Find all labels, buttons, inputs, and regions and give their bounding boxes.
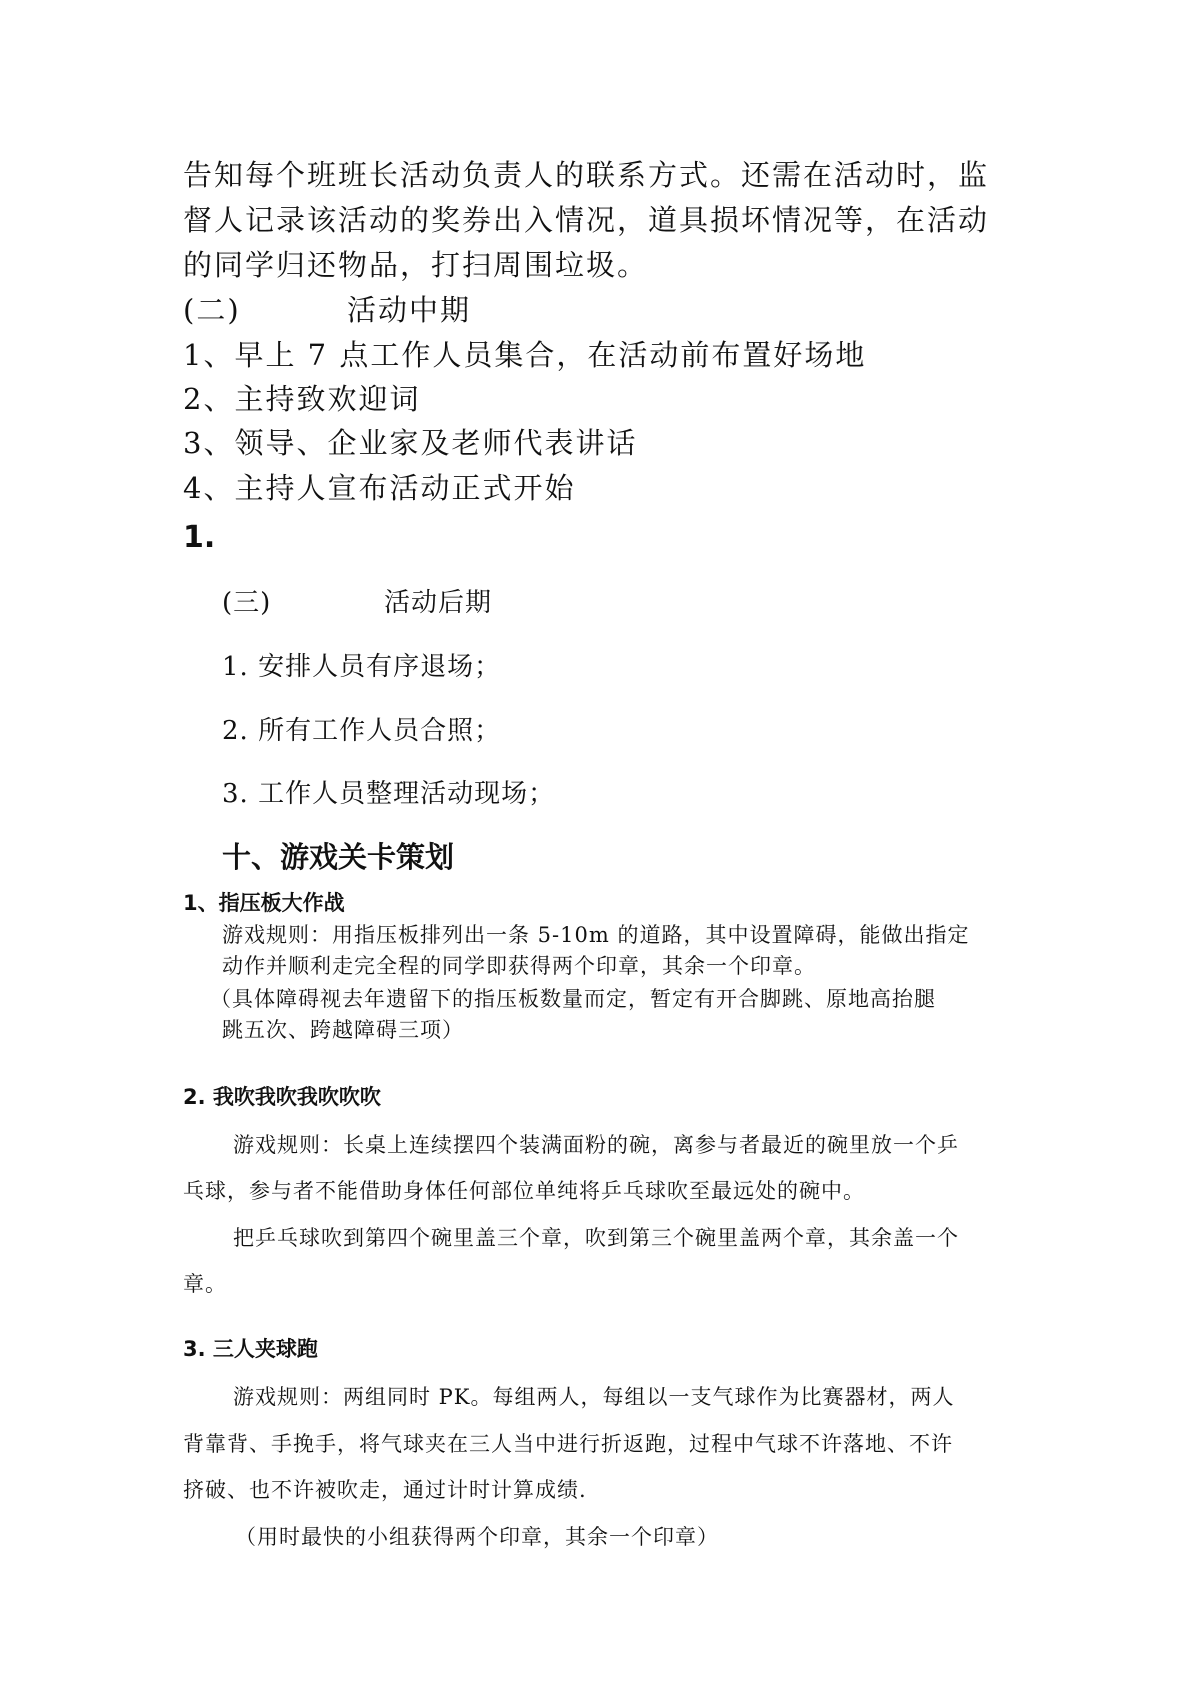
game3-title: 3. 三人夹球跑	[183, 1337, 318, 1361]
phase-post-title: 活动后期	[384, 588, 493, 618]
intro-line-3: 的同学归还物品，打扫周围垃圾。	[183, 248, 649, 282]
intro-line-2: 督人记录该活动的奖券出入情况，道具损坏情况等，在活动	[183, 203, 990, 237]
phase-post-heading	[222, 582, 492, 619]
phase-post-item-2: 2. 所有工作人员合照；	[222, 716, 502, 746]
game1-line-4: 跳五次、跨越障碍三项）	[222, 1018, 464, 1042]
game1-title: 1、指压板大作战	[183, 891, 345, 915]
game2-line-3: 把乒乓球吹到第四个碗里盖三个章，吹到第三个碗里盖两个章，其余盖一个	[233, 1226, 959, 1250]
game3-line-2: 背靠背、手挽手，将气球夹在三人当中进行折返跑，过程中气球不许落地、不许	[183, 1432, 953, 1456]
section-ten-title: 十、游戏关卡策划	[222, 840, 455, 874]
phase-mid-title: 活动中期	[347, 293, 472, 327]
phase-mid-item-4: 4、主持人宣布活动正式开始	[183, 471, 576, 505]
game2-line-4: 章。	[183, 1272, 227, 1296]
game1-line-2: 动作并顺利走完全程的同学即获得两个印章，其余一个印章。	[222, 954, 816, 978]
game2-line-1: 游戏规则：长桌上连续摆四个装满面粉的碗，离参与者最近的碗里放一个乒	[233, 1133, 959, 1157]
phase-mid-heading	[183, 288, 471, 329]
phase-post-item-1: 1. 安排人员有序退场；	[222, 652, 502, 682]
game3-line-1: 游戏规则：两组同时 PK。每组两人，每组以一支气球作为比赛器材，两人	[233, 1385, 955, 1409]
intro-line-1: 告知每个班班长活动负责人的联系方式。还需在活动时，监	[183, 158, 990, 192]
phase-post-item-3: 3. 工作人员整理活动现场；	[222, 779, 556, 809]
game3-line-4: （用时最快的小组获得两个印章，其余一个印章）	[235, 1525, 719, 1549]
phase-mid-item-1: 1、早上 7 点工作人员集合，在活动前布置好场地	[183, 338, 867, 372]
game2-line-2: 乓球，参与者不能借助身体任何部位单纯将乒乓球吹至最远处的碗中。	[183, 1179, 865, 1203]
game3-line-3: 挤破、也不许被吹走，通过计时计算成绩.	[183, 1478, 587, 1502]
phase-mid-item-2: 2、主持致欢迎词	[183, 382, 421, 416]
phase-mid-item-3: 3、领导、企业家及老师代表讲话	[183, 426, 638, 460]
phase-mid-marker: (二)	[183, 293, 241, 327]
phase-post-marker: (三)	[222, 588, 272, 618]
game1-line-3: （具体障碍视去年遗留下的指压板数量而定，暂定有开合脚跳、原地高抬腿	[210, 987, 936, 1011]
game2-title: 2. 我吹我吹我吹吹吹	[183, 1085, 381, 1109]
game1-line-1: 游戏规则：用指压板排列出一条 5-10m 的道路，其中设置障碍，能做出指定	[222, 923, 970, 947]
stray-number: 1.	[183, 520, 216, 555]
